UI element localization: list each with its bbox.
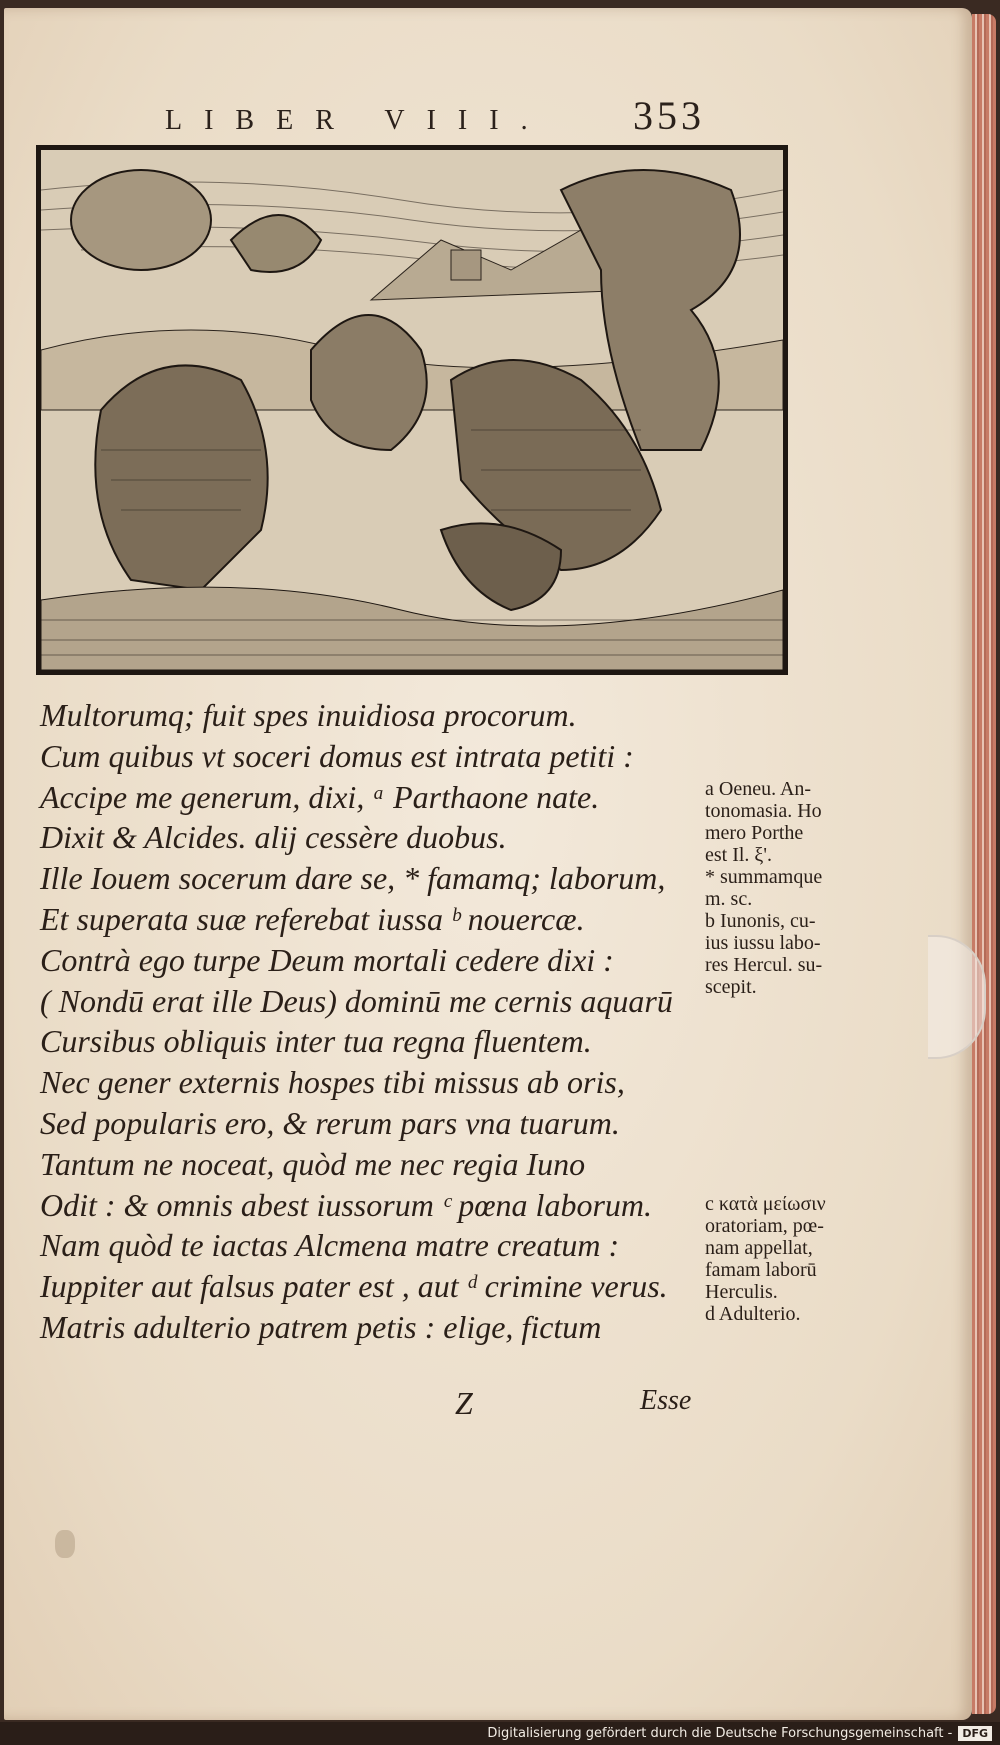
verse-line: Ille Iouem socerum dare se, * famamq; laborum, (40, 860, 666, 897)
gloss-line: ius iussu labo- (705, 932, 821, 954)
verse-line: Nam quòd te iactas Alcmena matre creatum : (40, 1227, 620, 1264)
verse-line: Cursibus obliquis inter tua regna fluentem. (40, 1023, 592, 1060)
gloss-line: scepit. (705, 976, 757, 998)
verse-line: Cum quibus vt soceri domus est intrata petiti : (40, 737, 634, 774)
footer-text: Digitalisierung gefördert durch die Deutsche Forschungsgemeinschaft - (487, 1726, 953, 1741)
gloss-line: nam appellat, (705, 1237, 813, 1259)
gloss-line: res Hercul. su- (705, 954, 823, 976)
gloss-line: * summamque (705, 866, 823, 888)
woodcut-image (41, 150, 783, 670)
verse-line: ( Nondū erat ille Deus) dominū me cernis aquarū (40, 982, 673, 1019)
verse-line: Nec gener externis hospes tibi missus ab oris, (40, 1064, 625, 1101)
ink-stain (55, 1530, 75, 1558)
gloss-line: famam laborū (705, 1259, 817, 1281)
verse-line: Dixit & Alcides. alij cessère duobus. (40, 819, 507, 856)
verse-line: Et superata suæ referebat iussa ᵇ nouercæ. (40, 900, 585, 937)
gloss-line: c κατὰ μείωσιν (705, 1193, 826, 1215)
gloss-line: tonomasia. Ho (705, 800, 822, 822)
verse-line: Matris adulterio patrem petis : elige, fictum (40, 1308, 602, 1345)
page-edge (972, 14, 996, 1714)
gloss-line: a Oeneu. An- (705, 778, 812, 800)
verse-line: Sed popularis ero, & rerum pars vna tuarum. (40, 1104, 620, 1141)
gloss-line: d Adulterio. (705, 1303, 801, 1325)
gloss-line: m. sc. (705, 888, 753, 910)
signature-mark: Z (455, 1385, 473, 1421)
running-head: LIBER VIII. (165, 105, 550, 136)
verse-line: Iuppiter aut falsus pater est , aut ᵈ crimine verus. (40, 1268, 668, 1305)
verse-line: Contrà ego turpe Deum mortali cedere dixi : (40, 941, 614, 978)
digitization-footer (0, 1722, 1000, 1745)
verse-line: Multorumq; fuit spes inuidiosa procorum. (40, 697, 577, 733)
gloss-line: Herculis. (705, 1281, 778, 1303)
verse-line: Accipe me generum, dixi, ᵃ Parthaone nate. (40, 778, 600, 815)
woodcut-illustration (36, 145, 788, 675)
page-number: 353 (633, 93, 705, 138)
verse-text (40, 695, 720, 1348)
dfg-logo: DFG (958, 1726, 992, 1741)
marginal-gloss-2 (705, 1193, 885, 1325)
verse-line: Odit : & omnis abest iussorum ᶜ pœna laborum. (40, 1186, 652, 1223)
gloss-line: est Il. ξ'. (705, 844, 772, 866)
catchword: Esse (640, 1385, 692, 1416)
gloss-line: oratoriam, pœ- (705, 1215, 824, 1237)
verse-line: Tantum ne noceat, quòd me nec regia Iuno (40, 1145, 586, 1182)
marginal-gloss (705, 778, 885, 998)
gloss-line: b Iunonis, cu- (705, 910, 816, 932)
gloss-line: mero Porthe (705, 822, 804, 844)
page-header (165, 92, 705, 139)
